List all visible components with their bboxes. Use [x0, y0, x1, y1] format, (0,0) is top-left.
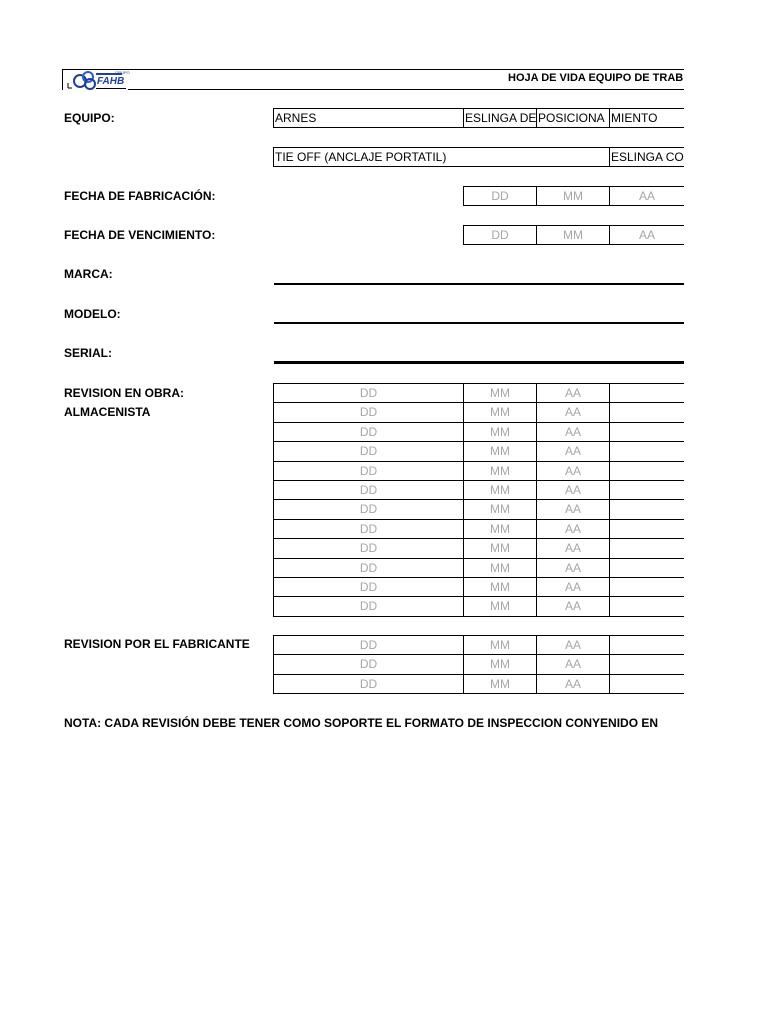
modelo-field[interactable] [274, 322, 684, 324]
option-eslinga-posicionamiento-part3[interactable]: MIENTO [609, 108, 684, 128]
fabricacion-mm-field[interactable]: MM [536, 186, 610, 206]
option-arnes[interactable]: ARNES [273, 108, 464, 128]
revision-obra-dd-cell[interactable]: DD [273, 383, 464, 403]
revision-fabricante-mm-cell[interactable]: MM [463, 654, 537, 675]
revision-obra-aa-cell[interactable]: AA [536, 519, 610, 539]
revision-obra-signature-cell[interactable] [609, 577, 684, 597]
revision-obra-aa-cell[interactable]: AA [536, 383, 610, 403]
vencimiento-mm-field[interactable]: MM [536, 225, 610, 245]
revision-obra-dd-cell[interactable]: DD [273, 558, 464, 578]
revision-obra-aa-cell[interactable]: AA [536, 577, 610, 597]
revision-obra-mm-cell[interactable]: MM [463, 519, 537, 539]
revision-obra-aa-cell[interactable]: AA [536, 558, 610, 578]
revision-obra-signature-cell[interactable] [609, 441, 684, 462]
revision-obra-signature-cell[interactable] [609, 402, 684, 423]
revision-obra-signature-cell[interactable] [609, 519, 684, 539]
revision-obra-dd-cell[interactable]: DD [273, 422, 464, 442]
revision-obra-aa-cell[interactable]: AA [536, 596, 610, 617]
revision-obra-dd-cell[interactable]: DD [273, 402, 464, 423]
label-equipo: EQUIPO: [64, 111, 115, 125]
revision-obra-mm-cell[interactable]: MM [463, 383, 537, 403]
revision-obra-aa-cell[interactable]: AA [536, 402, 610, 423]
revision-obra-dd-cell[interactable]: DD [273, 461, 464, 481]
revision-obra-aa-cell[interactable]: AA [536, 422, 610, 442]
label-almacenista: ALMACENISTA [64, 405, 151, 419]
revision-fabricante-signature-cell[interactable] [609, 654, 684, 675]
revision-obra-mm-cell[interactable]: MM [463, 461, 537, 481]
revision-obra-dd-cell[interactable]: DD [273, 596, 464, 617]
fabricacion-aa-field[interactable]: AA [609, 186, 684, 206]
revision-fabricante-mm-cell[interactable]: MM [463, 635, 537, 655]
vencimiento-aa-field[interactable]: AA [609, 225, 684, 245]
revision-obra-mm-cell[interactable]: MM [463, 480, 537, 500]
label-fecha-fabricacion: FECHA DE FABRICACIÓN: [64, 189, 216, 203]
header-top-border [62, 69, 684, 70]
vencimiento-dd-field[interactable]: DD [463, 225, 537, 245]
revision-obra-signature-cell[interactable] [609, 461, 684, 481]
company-logo [66, 69, 128, 90]
revision-obra-aa-cell[interactable]: AA [536, 538, 610, 559]
revision-fabricante-aa-cell[interactable]: AA [536, 674, 610, 694]
revision-obra-mm-cell[interactable]: MM [463, 499, 537, 520]
revision-obra-mm-cell[interactable]: MM [463, 422, 537, 442]
revision-fabricante-signature-cell[interactable] [609, 635, 684, 655]
page-title: HOJA DE VIDA EQUIPO DE TRAB [508, 72, 684, 84]
option-tie-off[interactable]: TIE OFF (ANCLAJE PORTATIL) [273, 147, 610, 167]
revision-obra-mm-cell[interactable]: MM [463, 402, 537, 423]
option-eslinga-co[interactable]: ESLINGA CO [609, 147, 684, 167]
revision-fabricante-aa-cell[interactable]: AA [536, 654, 610, 675]
revision-obra-aa-cell[interactable]: AA [536, 480, 610, 500]
revision-obra-dd-cell[interactable]: DD [273, 441, 464, 462]
footer-note: NOTA: CADA REVISIÓN DEBE TENER COMO SOPORTE EL FORMATO DE INSPECCION CONYENIDO EN [64, 716, 659, 730]
revision-obra-signature-cell[interactable] [609, 383, 684, 403]
logo-text: FAHB [97, 76, 125, 87]
revision-fabricante-dd-cell[interactable]: DD [273, 635, 464, 655]
revision-obra-dd-cell[interactable]: DD [273, 480, 464, 500]
revision-obra-mm-cell[interactable]: MM [463, 558, 537, 578]
marca-field[interactable] [274, 283, 684, 285]
revision-obra-dd-cell[interactable]: DD [273, 499, 464, 520]
revision-obra-aa-cell[interactable]: AA [536, 441, 610, 462]
revision-obra-mm-cell[interactable]: MM [463, 596, 537, 617]
revision-obra-aa-cell[interactable]: AA [536, 461, 610, 481]
revision-obra-dd-cell[interactable]: DD [273, 538, 464, 559]
revision-obra-mm-cell[interactable]: MM [463, 441, 537, 462]
fabricacion-dd-field[interactable]: DD [463, 186, 537, 206]
revision-obra-mm-cell[interactable]: MM [463, 538, 537, 559]
revision-obra-signature-cell[interactable] [609, 480, 684, 500]
revision-fabricante-dd-cell[interactable]: DD [273, 654, 464, 675]
option-eslinga-posicionamiento-part2[interactable]: POSICIONA [536, 108, 610, 128]
revision-fabricante-dd-cell[interactable]: DD [273, 674, 464, 694]
revision-fabricante-aa-cell[interactable]: AA [536, 635, 610, 655]
revision-fabricante-signature-cell[interactable] [609, 674, 684, 694]
revision-fabricante-mm-cell[interactable]: MM [463, 674, 537, 694]
revision-obra-signature-cell[interactable] [609, 558, 684, 578]
label-fecha-vencimiento: FECHA DE VENCIMIENTO: [64, 228, 216, 242]
revision-obra-signature-cell[interactable] [609, 538, 684, 559]
header-bottom-border [128, 89, 684, 90]
revision-obra-aa-cell[interactable]: AA [536, 499, 610, 520]
label-revision-obra: REVISION EN OBRA: [64, 386, 185, 400]
revision-obra-mm-cell[interactable]: MM [463, 577, 537, 597]
revision-obra-signature-cell[interactable] [609, 499, 684, 520]
revision-obra-dd-cell[interactable]: DD [273, 577, 464, 597]
label-revision-fabricante: REVISION POR EL FABRICANTE [64, 637, 250, 651]
revision-obra-signature-cell[interactable] [609, 422, 684, 442]
label-modelo: MODELO: [64, 307, 121, 321]
header-left-border [62, 69, 63, 90]
revision-obra-dd-cell[interactable]: DD [273, 519, 464, 539]
serial-field[interactable] [274, 361, 684, 364]
label-marca: MARCA: [64, 267, 113, 281]
label-serial: SERIAL: [64, 346, 112, 360]
option-eslinga-posicionamiento-part1[interactable]: ESLINGA DE [463, 108, 537, 128]
revision-obra-signature-cell[interactable] [609, 596, 684, 617]
logo-small-text: GRUPO [115, 70, 130, 75]
